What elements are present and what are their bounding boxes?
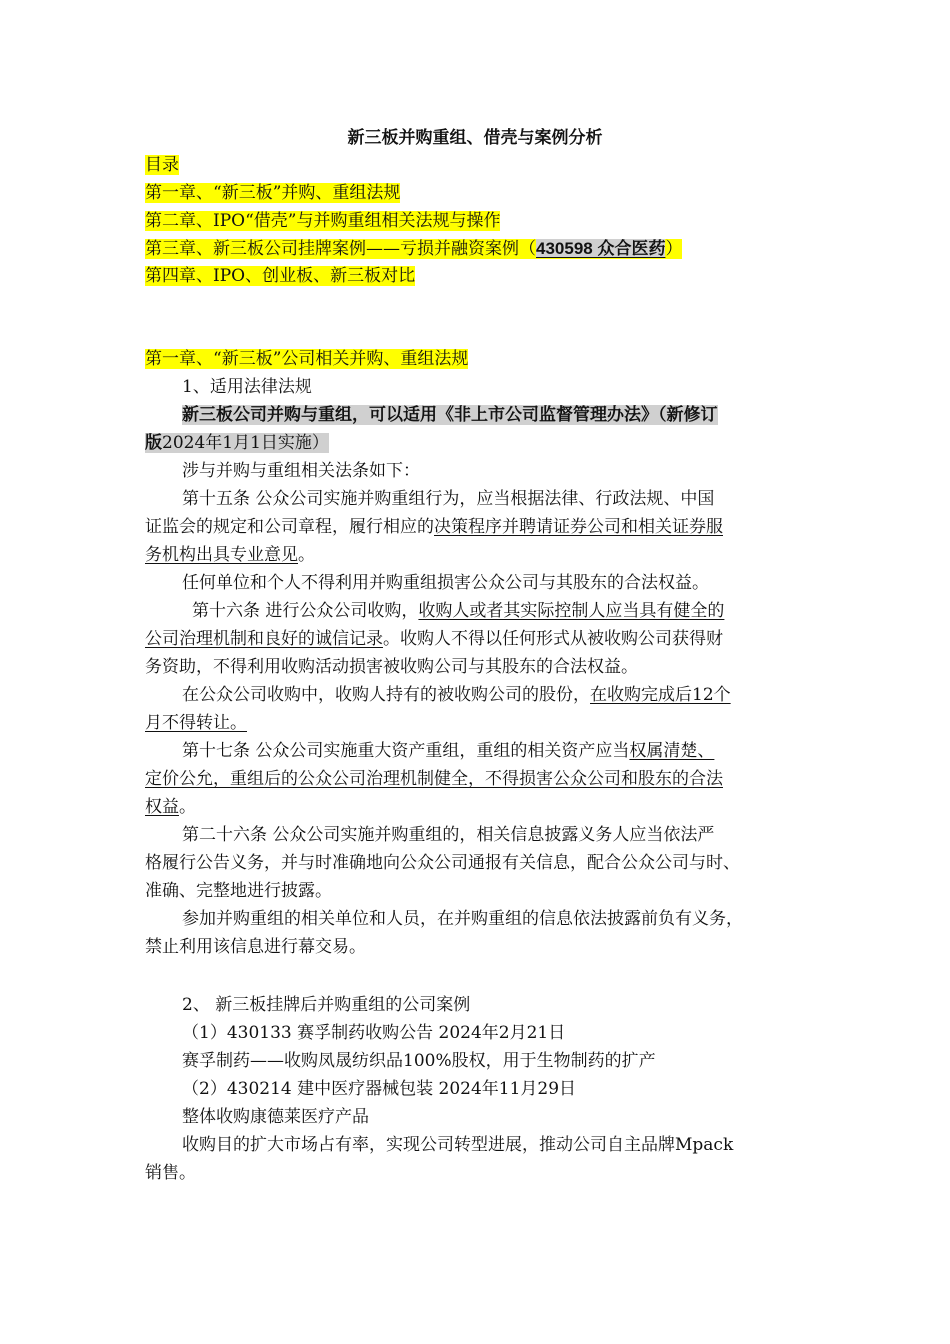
article26-line2: 格履行公告义务，并与时准确地向公众公司通报有关信息，配合公众公司与时、 bbox=[145, 853, 740, 873]
intro-text: 涉与并购与重组相关法条如下： bbox=[182, 461, 420, 481]
toc-heading: 目录 bbox=[145, 155, 179, 175]
law-line-1: 新三板公司并购与重组，可以适用《非上市公司监督管理办法》（新修订 bbox=[182, 405, 718, 425]
toc-item-ch4[interactable]: 第四章、IPO、创业板、新三板对比 bbox=[145, 266, 416, 286]
case2-line: （2）430214 建中医疗器械包装 2024年11月29日 bbox=[182, 1079, 577, 1099]
article15-line3: 务机构出具专业意见。 bbox=[145, 545, 315, 565]
article15-line1: 第十五条 公众公司实施并购重组行为，应当根据法律、行政法规、中国 bbox=[182, 489, 715, 509]
purpose-line1: 收购目的扩大市场占有率，实现公司转型进展，推动公司自主品牌Mpack bbox=[182, 1135, 734, 1155]
article26-para2-line2: 禁止利用该信息进行幕交易。 bbox=[145, 937, 366, 957]
article17-line3: 权益。 bbox=[145, 797, 196, 817]
case1-description: 赛孚制药——收购凤晟纺织品100%股权，用于生物制药的扩产 bbox=[182, 1051, 656, 1071]
article16-para2-line2: 月不得转让。 bbox=[145, 713, 247, 733]
article17-line2: 定价公允，重组后的公众公司治理机制健全，不得损害公众公司和股东的合法 bbox=[145, 769, 723, 789]
section1-heading: 1、适用法律法规 bbox=[182, 377, 312, 397]
article26-line1: 第二十六条 公众公司实施并购重组的，相关信息披露义务人应当依法严 bbox=[182, 825, 715, 845]
article26-para2-line1: 参加并购重组的相关单位和人员，在并购重组的信息依法披露前负有义务， bbox=[182, 909, 743, 929]
toc-item-ch1[interactable]: 第一章、“新三板”并购、重组法规 bbox=[145, 183, 401, 203]
article16-line1: 第十六条 进行公众公司收购，收购人或者其实际控制人应当具有健全的 bbox=[192, 601, 725, 621]
section2-heading: 2、 新三板挂牌后并购重组的公司案例 bbox=[182, 995, 471, 1015]
article16-line3: 务资助，不得利用收购活动损害被收购公司与其股东的合法权益。 bbox=[145, 657, 638, 677]
case2-description: 整体收购康德莱医疗产品 bbox=[182, 1107, 369, 1127]
stock-code-link: 430598 众合医药 bbox=[536, 239, 666, 258]
toc-item-ch3[interactable]: 第三章、新三板公司挂牌案例——亏损并融资案例（430598 众合医药） bbox=[145, 239, 683, 259]
toc-item-ch2[interactable]: 第二章、IPO“借壳”与并购重组相关法规与操作 bbox=[145, 211, 501, 231]
case1-line: （1）430133 赛孚制药收购公告 2024年2月21日 bbox=[182, 1023, 566, 1043]
chapter1-heading: 第一章、“新三板”公司相关并购、重组法规 bbox=[145, 349, 469, 369]
article15-para2: 任何单位和个人不得利用并购重组损害公众公司与其股东的合法权益。 bbox=[182, 573, 709, 593]
law-line-2: 版2024年1月1日实施） bbox=[145, 433, 329, 453]
article16-line2: 公司治理机制和良好的诚信记录。收购人不得以任何形式从被收购公司获得财 bbox=[145, 629, 723, 649]
article17-line1: 第十七条 公众公司实施重大资产重组，重组的相关资产应当权属清楚、 bbox=[182, 741, 715, 761]
document-title: 新三板并购重组、借壳与案例分析 bbox=[347, 128, 603, 148]
purpose-line2: 销售。 bbox=[145, 1163, 196, 1183]
article15-line2: 证监会的规定和公司章程，履行相应的决策程序并聘请证券公司和相关证券服 bbox=[145, 517, 723, 537]
article26-line3: 准确、完整地进行披露。 bbox=[145, 881, 332, 901]
article16-para2-line1: 在公众公司收购中，收购人持有的被收购公司的股份，在收购完成后12个 bbox=[182, 685, 731, 705]
